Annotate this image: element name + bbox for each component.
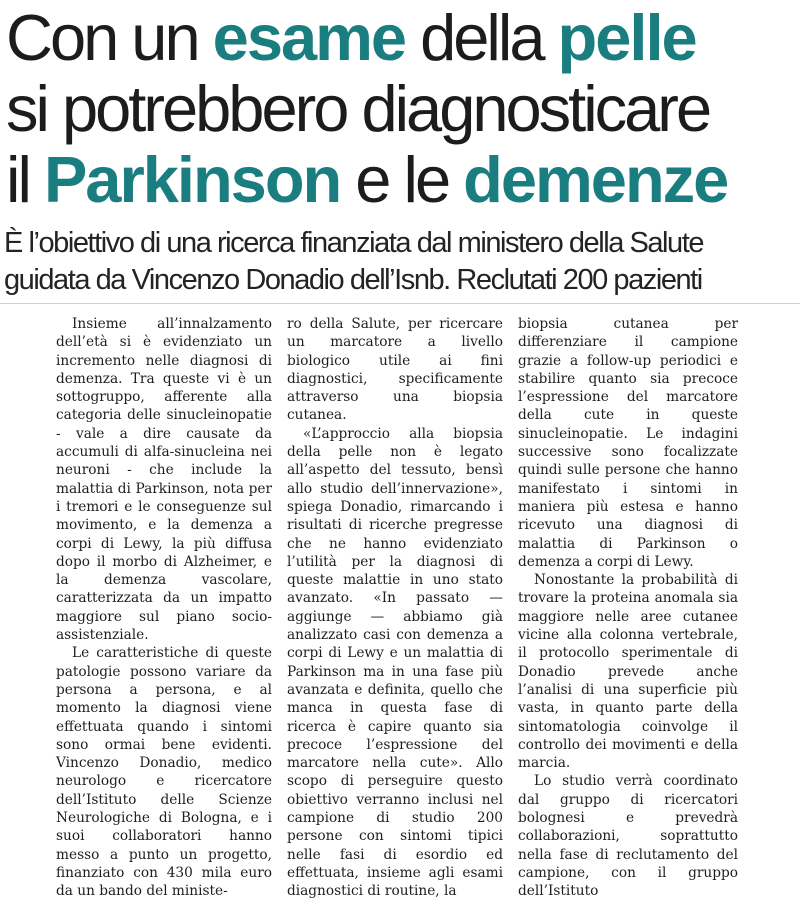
header-divider [0, 303, 800, 304]
headline-text: Con un [6, 1, 213, 74]
body-paragraph: Lo studio verrà coordinato dal gruppo di ricercatori bolognesi e prevedrà collaborazioni, soprattutto nella fase di reclutamento del campione, con il gruppo dell’Istituto [518, 773, 738, 900]
headline-keyword-parkinson: Parkinson [43, 143, 341, 216]
article-headline [6, 2, 800, 215]
headline-line-1 [6, 2, 800, 73]
headline-keyword-esame: esame [212, 1, 406, 74]
article-subheadline [4, 225, 800, 299]
body-paragraph: biopsia cutanea per differenziare il campione grazie a follow-up periodici e stabilire quanto sia precoce l’espressione del marcatore della cute in queste sinucleinopatie. Le indagini successive sono focalizzate quindi sulle persone che hanno manifestato i sintomi in maniera più estesa e hanno ricevuto una diagnosi di malattia di Parkinson o demenza a corpi di Lewy. [518, 316, 738, 570]
headline-text: della [405, 1, 558, 74]
body-paragraph: Le caratteristiche di queste patologie possono variare da persona a persona, e al momento la diagnosi viene effettuata quando i sintomi sono ormai bene evidenti. Vincenzo Donadio, medico neurologo e ricercatore dell’Istituto delle Scienze Neurologiche di Bologna, e i suoi collaboratori hanno messo a punto un progetto, finanziato con 430 mila euro da un bando del ministe- [56, 645, 272, 900]
body-paragraph: «L’approccio alla biopsia della pelle non è legato all’aspetto del tessuto, bensì allo studio dell’innervazione», spiega Donadio, rimarcando i risultati di ricerche pregresse che ne hanno evidenziato l’utilità per la diagnosi di queste malattie in uno stato avanzato. «In passato — aggiunge — abbiamo già analizzato casi con demenza a corpi di Lewy e un malattia di Parkinson ma in una fase più avanzata e definita, quello che manca in questa fase di ricerca è capire quanto sia precoce l’espressione del marcatore nella cute». Allo scopo di perseguire questo obiettivo verranno inclusi nel campione di studio 200 persone con sintomi tipici nelle fasi di esordio ed effettuata, insieme agli esami diagnostici di routine, la [287, 425, 503, 900]
body-column-3 [518, 315, 738, 901]
subheadline-line-1: È l’obiettivo di una ricerca finanziata dal ministero della Salute [4, 227, 704, 259]
headline-line-3 [6, 144, 800, 215]
body-paragraph: Insieme all’innalzamento dell’età si è evidenziato un incremento nelle diagnosi di demenza. Tra queste vi è un sottogruppo, afferente alla categoria delle sinucleinopatie - vale a dire causate da accumuli di alfa-sinucleina nei neuroni - che include la malattia di Parkinson, nota per i tremori e le conseguenze sul movimento, e la demenza a corpi di Lewy, la più diffusa dopo il morbo di Alzheimer, e la demenza vascolare, caratterizzata da un impatto maggiore sul piano socio-assistenziale. [56, 316, 272, 644]
body-column-1 [56, 315, 272, 901]
subheadline-line-2: guidata da Vincenzo Donadio dell’Isnb. Reclutati 200 pazienti [4, 264, 702, 296]
headline-keyword-demenze: demenze [463, 143, 728, 216]
headline-line-2: si potrebbero diagnosticare [6, 72, 710, 145]
body-column-2 [287, 315, 503, 901]
body-paragraph: ro della Salute, per ricercare un marcatore a livello biologico utile ai fini diagnostici, specificamente attraverso una biopsia cutanea. [287, 316, 503, 424]
headline-text: e le [340, 143, 464, 216]
headline-keyword-pelle: pelle [557, 1, 696, 74]
body-paragraph: Nonostante la probabilità di trovare la proteina anomala sia maggiore nelle aree cutanee vicine alla colonna vertebrale, il protocollo sperimentale di Donadio prevede anche l’analisi di una superficie più vasta, in quanto parte della sintomatologia coinvolge il controllo dei movimenti e della marcia. [518, 572, 738, 772]
headline-text: il [6, 143, 44, 216]
